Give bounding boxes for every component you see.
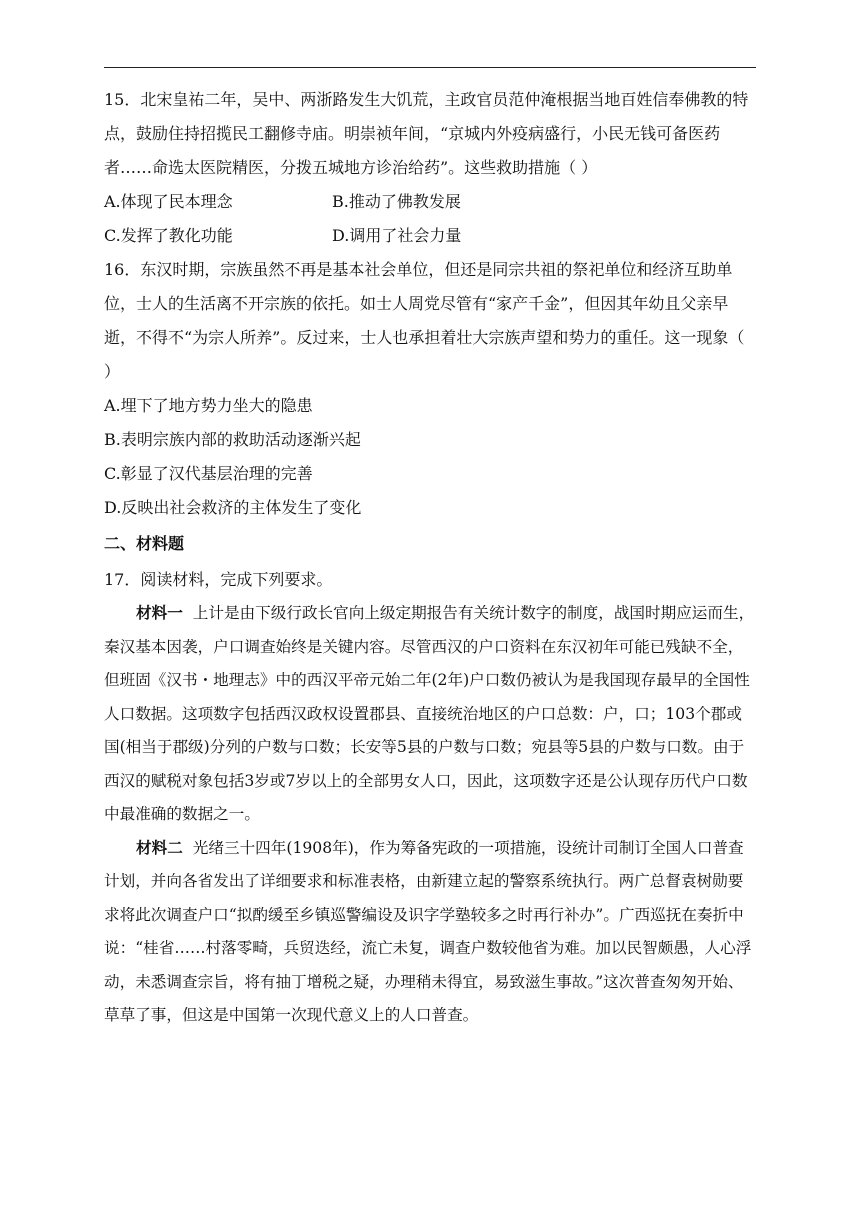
material-two — [104, 832, 756, 1033]
document-page — [104, 83, 756, 1033]
question-17-stem: 17．阅读材料，完成下列要求。 — [104, 570, 333, 589]
material-one — [104, 597, 756, 832]
question-15-options-row-2 — [104, 219, 756, 253]
material-one-text: 上计是由下级行政长官向上级定期报告有关统计数字的制度，战国时期应运而生，秦汉基本因袭，户口调查始终是关键内容。尽管西汉的户口资料在东汉初年可能已残缺不全，但班固《汉书・地理志》中的西汉平帝元始二年(2年)户口数仍被认为是我国现存最早的全国性人口数据。这项数字包括西汉政权设置郡县、直接统治地区的户口总数：户，口；103个郡或国(相当于郡级)分列的户数与口数；长安等5县的户数与口数；宛县等5县的户数与口数。由于西汉的赋税对象包括3岁或7岁以上的全部男女人口，因此，这项数字还是公认现存历代户口数中最准确的数据之一。 — [104, 604, 755, 823]
option-d: D.调用了社会力量 — [332, 226, 462, 245]
question-15-stem: 15．北宋皇祐二年，吴中、两浙路发生大饥荒，主政官员范仲淹根据当地百姓信奉佛教的特点，鼓励住持招揽民工翻修寺庙。明崇祯年间，“京城内外疫病盛行，小民无钱可备医药者……命选太医院精医，分拨五城地方诊治给药”。这些救助措施（ ） — [104, 90, 749, 177]
section-heading: 二、材料题 — [104, 534, 185, 553]
option-c: C.彰显了汉代基层治理的完善 — [104, 464, 313, 483]
material-one-label: 材料一 — [136, 604, 183, 622]
header-rule — [104, 67, 756, 68]
option-a: A.体现了民本理念 — [104, 192, 233, 211]
option-c: C.发挥了教化功能 — [104, 226, 233, 245]
question-15-options-row-1 — [104, 185, 756, 219]
option-a: A.埋下了地方势力坐大的隐患 — [104, 396, 313, 415]
option-b: B.表明宗族内部的救助活动逐渐兴起 — [104, 430, 361, 449]
option-b: B.推动了佛教发展 — [332, 192, 461, 211]
question-16-stem: 16．东汉时期，宗族虽然不再是基本社会单位，但还是同宗共祖的祭祀单位和经济互助单位，士人的生活离不开宗族的依托。如士人周党尽管有“家产千金”，但因其年幼且父亲早逝，不得不“为宗人所养”。反过来，士人也承担着壮大宗族声望和势力的重任。这一现象（ ） — [104, 260, 745, 381]
material-two-label: 材料二 — [136, 838, 183, 857]
material-two-text: 光绪三十四年(1908年)，作为筹备宪政的一项措施，设统计司制订全国人口普查计划，并向各省发出了详细要求和标准表格，由新建立起的警察系统执行。两广总督袁树勋要求将此次调查户口“拟酌缓至乡镇巡警编设及识字学塾较多之时再行补办”。广西巡抚在奏折中说：“桂省……村落零畸，兵贸迭经，流亡未复，调查户数较他省为难。加以民智颇愚，人心浮动，未悉调查宗旨，将有抽丁增税之疑，办理稍未得宜，易致滋生事故。”这次普查匆匆开始、草草了事，但这是中国第一次现代意义上的人口普查。 — [104, 838, 752, 1024]
option-d: D.反映出社会救济的主体发生了变化 — [104, 498, 362, 517]
